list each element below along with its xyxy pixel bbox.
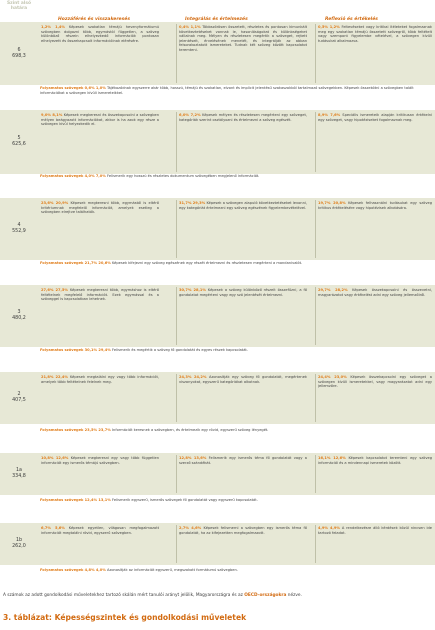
column-divider [315,24,316,83]
cell-text: Azonosítják egy szöveg fő gondolatát, megértenek viszonyokat, egyszerű kategóriákat alkotnak. [179,375,307,384]
level-name: 6 [17,47,21,53]
cell-text: Speciális ismereteik alapján kritikusan értékelni egy szöveget, vagy hipotéziseket fogalmaznak meg. [318,113,432,122]
cell-text: Képesek felhasználni tudásukat egy szöveg kritikus értékelésére vagy hipotézisek alkotására. [318,201,432,210]
strip-percentage: Folyamatos szövegek 4,8% 4,0% [40,568,106,572]
cell-c1 [41,526,159,535]
percentage: 9,0% 8,1% [41,113,63,117]
footnote-end: nézve. [287,593,302,598]
percentage: 8,9% 7,6% [318,113,341,117]
cell-c1 [41,113,159,127]
level-score: 480,2 [12,316,26,321]
level-score: 334,8 [12,474,26,479]
cell-c2 [179,375,307,384]
strip-percentage: Folyamatos szövegek 0,6% 1,0% [40,86,106,90]
percentage: 10,8% 12,6% [41,456,69,460]
continuous-text-strip [40,428,432,452]
percentage: 12,8% 13,6% [179,456,207,460]
footnote-text: A számok az adott gondolkodási műveletekhez tartozó skálán mért tanulói arányt jelölik, Magyarországra és az [3,593,243,598]
continuous-text-strip [40,174,432,197]
percentage: 6,7% 5,6% [41,526,65,530]
percentage: 0,5% 1,2% [318,25,340,29]
cell-text: Képesek összekapcsolni és összevetni, magyarázatot vagy értékelést adni egy szöveg jellemzőiről. [318,288,432,297]
level-score: 698,3 [12,53,26,59]
cell-text: Képesek mélyen és részletesen megérteni egy szöveget, kategóriák szerint osztályozni és értelmezni a szöveg egészét. [179,113,307,122]
percentage: 16,1% 12,6% [318,456,346,460]
cell-c2 [179,113,307,122]
percentage: 24,3% 24,2% [179,375,207,379]
cell-text: Képesek felismerni a szövegben egy ismerős téma fő gondolatát, ha az kifejezetten megfogalmazott. [179,526,307,535]
level-label [2,538,36,550]
cell-c2 [179,526,307,535]
strip-percentage: Folyamatos szövegek 23,5% 23,7% [40,428,111,432]
strip-text: Felismerik egyszerű, ismerős szövegek fő gondolatát vagy egyszerű kapcsolatát. [112,498,258,502]
cell-c3 [318,201,432,210]
cell-c1 [41,201,159,215]
strip-percentage: Folyamatos szövegek 12,4% 13,1% [40,498,111,502]
column-divider [315,455,316,493]
continuous-text-strip [40,568,432,589]
cell-text: Képesek megkeresni egy vagy több független információt egy ismerős témájú szövegben. [41,456,159,465]
percentage: 2,7% 4,6% [179,526,202,530]
cell-c3 [318,288,432,297]
level-name: 5 [17,136,21,141]
percentage: 1,2% 1,4% [41,25,66,29]
strip-percentage: Folyamatos szövegek 30,1% 29,4% [40,348,111,352]
strip-percentage: Folyamatos szövegek 4,0% 7,0% [40,174,106,178]
cell-text: A rendelkezésre álló kérdések közül nincsen ide tartozó feladat. [318,526,432,535]
strip-text: Felismerik egy hosszú és részletes dokumentum szövegében megjelenő információt. [107,174,260,178]
level-name: 2 [17,392,21,397]
level-score: 262,0 [12,544,26,549]
level-label [2,48,36,60]
continuous-text-strip [40,348,432,371]
percentage: 19,7% 20,8% [318,201,346,205]
table-caption: 3. táblázat: Képességszintek és gondolkodási műveletek [3,613,247,622]
level-label [2,392,36,404]
continuous-text-strip [40,261,432,284]
level-name: 1a [16,468,22,473]
level-score: 625,6 [12,142,26,147]
column-divider [176,200,177,258]
cell-text: Képesek megkeresni és összekapcsolni a szövegben mélyen beágyazott információkat, akkor is ha azok egy része a szövegen kívül helyezkedik el. [41,113,159,126]
column-header-integrate: Integrálás és értelmezés [185,17,248,22]
strip-percentage: Folyamatos szövegek 21,7% 20,6% [40,261,111,265]
level-label [2,223,36,235]
level-label [2,468,36,480]
cell-c3 [318,375,432,389]
cell-c2 [179,201,307,210]
footnote [3,593,433,599]
cell-c1 [41,25,159,43]
percentage: 6,0% 7,2% [179,113,201,117]
percentage: 30,7% 28,1% [179,288,206,292]
column-divider [176,287,177,345]
cell-c3 [318,526,432,535]
level-label [2,310,36,322]
column-divider [315,525,316,563]
cell-text: Képesek megkeresni több, egymáshoz is eltérő feltételnek megfelelő információt. Ezek egymással és a szöveggel is kapcsolatban lehetnek. [41,288,159,301]
level-name: 3 [17,310,21,315]
column-divider [315,200,316,258]
column-divider [176,24,177,83]
level-name: 4 [17,223,21,228]
column-divider [176,525,177,563]
cell-c2 [179,288,307,297]
cell-c1 [41,456,159,465]
column-header-reflect: Reflexió és értékelés [325,17,378,22]
column-divider [176,455,177,493]
cell-text: Képesek egyetlen, világosan megfogalmazott információt megtalálni rövid, egyszerű szövegben. [41,526,159,535]
percentage: 0,4% 1,1% [179,25,201,29]
percentage: 4,9% 4,9% [318,526,340,530]
cell-text: Felismerik egy ismerős téma fő gondolatát vagy a szerző szándékát. [179,456,307,465]
table-header [0,0,435,22]
continuous-text-strip [40,498,432,522]
column-divider [315,287,316,345]
cell-text: Képesek szokatlan témájú hevenyformátumú szövegben dolgozni több, egymástól független, a szöveg különböző részein elhelyezkedő információk pontosan elhelyezett és összekapcsolt információinak elérésére. [41,25,159,43]
column-divider [315,112,316,172]
strip-text: Információt keresnek a szövegben, és értelmezik egy rövid, egyszerű szöveg lényegét. [112,428,269,432]
percentage: 23,6% 20,9% [41,201,69,205]
cell-text: Képesek megkeresni több, egymástól is eltérő kritériumnak megfelelő információt, amelyek esetleg a szövegben elrejtve találhatók. [41,201,159,214]
strip-text: Azonosítják az információt egyszerű, megszokott formátumú szövegben. [107,568,238,572]
column-header-retrieve: Hozzáférés és visszakeresés [58,17,131,22]
cell-c3 [318,25,432,43]
column-divider [176,112,177,172]
cell-text: Képesek kapcsolatot teremteni egy szöveg információi és a mindennapi ismeretek között. [318,456,432,465]
column-divider [315,374,316,422]
cell-c2 [179,456,307,465]
percentage: 21,8% 22,4% [41,375,69,379]
cell-text: Képesek megtalálni egy vagy több információt, amelyek több feltételnek felelnek meg. [41,375,159,384]
level-label [2,136,36,148]
cell-c2 [179,25,307,52]
cell-text: Képesek a szöveg különböző részeit összefűzni, a fő gondolatot megérteni vagy egy szó jelentését értelmezni. [179,288,307,297]
cell-text: Többszörösen összetett, részletes és pontosan kimunkált következtetéseket vonnak le, hasonlóságokat és különbségeket vállalnak meg. Mélyen és részletesen megértik a szöveget, rejtett jelentéseit, érvelésének menetét, és integrálják az abban felsorakoztatott ismereteket. Tudnak két szöveg között kapcsolatot teremteni. [179,25,307,52]
percentage: 29,7% 28,2% [318,288,348,292]
column-divider [176,374,177,422]
percentage: 24,4% 23,0% [318,375,347,379]
level-score: 552,9 [12,229,26,234]
cell-text: Képesek a szövegen alapuló következtetéseket levonni, egy kategóriát értelmezni egy szöveg egészének figyelembevételével. [179,201,307,210]
cell-c3 [318,113,432,122]
strip-text: Felismerik és megértik a szöveg fő gondolatát és egyes részek kapcsolatát. [112,348,248,352]
cell-text: Képesek összekapcsolni egy szöveget a szövegen kívüli ismeretekkel, vagy magyarázatot adni egy jellemzőre. [318,375,432,388]
level-name: 1b [15,538,23,543]
continuous-text-strip [40,86,432,109]
level-score: 407,5 [12,398,26,403]
percentage: 27,6% 27,5% [41,288,69,292]
level-column-header: Szint alsó határa [6,1,32,11]
oecd-link[interactable]: OECD-országokra [244,593,287,598]
cell-c1 [41,288,159,302]
percentage: 31,7% 29,3% [179,201,206,205]
strip-text: Képesek kifejezni egy szöveg egészének egy részét értelmezni és részletesen megérteni a mondanivalót. [112,261,303,265]
cell-c3 [318,456,432,465]
strip-text: Tájékozódnak egyszerre akár több, hosszú, témájú és szokatlan, elvont és implicit jelentésű szakaszokból tartalmazó szövegekben. Képesek összekötni a szövegben talált információkat a szövegen kívüli ismereteikkel. [40,86,414,95]
cell-text: Feltevéseket vagy kritikai ítéleteket fogalmaznak meg egy szokatlan témájú összetett szövegről, több feltételt vagy szempont figyelembe vételével, a szövegen kívüli tudásukat alkalmazva. [318,25,432,43]
cell-c1 [41,375,159,384]
